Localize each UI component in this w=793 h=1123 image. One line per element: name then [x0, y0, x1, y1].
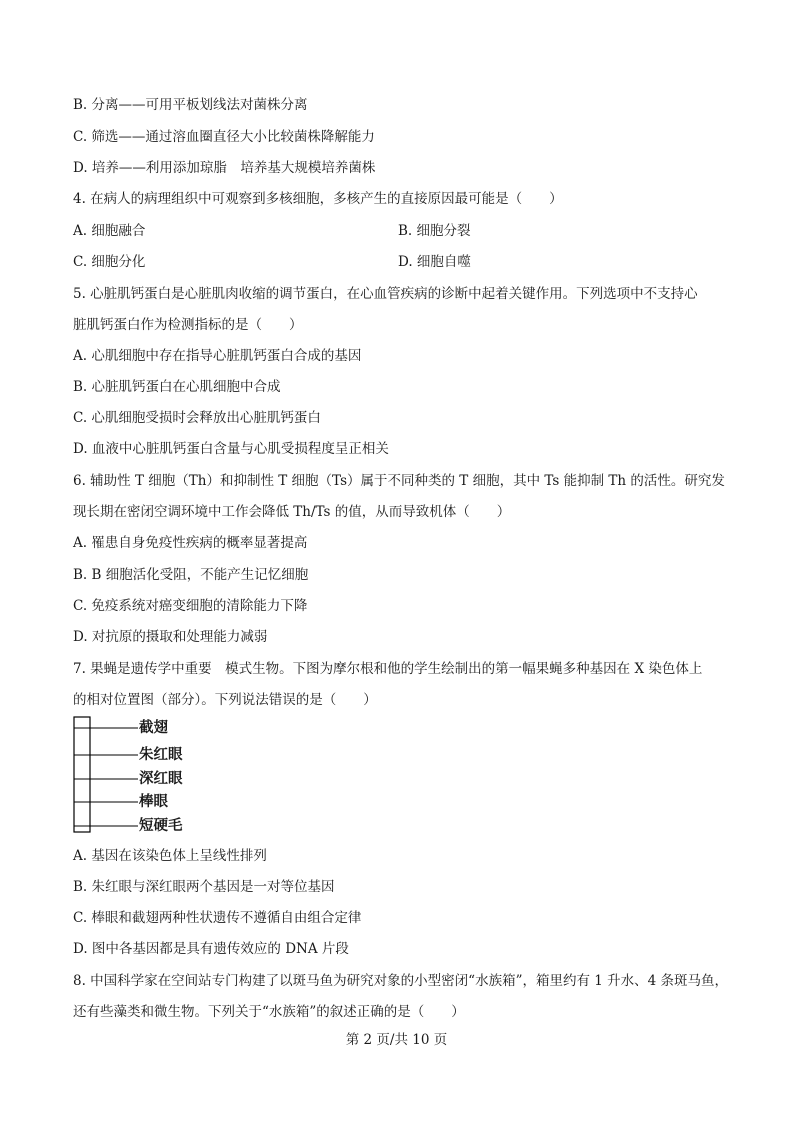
gene-label-jiechi: 截翅 — [139, 720, 168, 736]
gene-label-bangyan: 棒眼 — [139, 794, 168, 810]
q7-option-d: D. 图中各基因都是具有遗传效应的 DNA 片段 — [73, 941, 349, 957]
chromosome-gene-diagram — [73, 716, 213, 834]
gene-label-shenhongyan: 深红眼 — [139, 771, 183, 787]
q6-option-c: C. 免疫系统对癌变细胞的清除能力下降 — [73, 598, 308, 614]
q3-option-d: D. 培养——利用添加琼脂 培养基大规模培养菌株 — [73, 160, 376, 176]
q7-option-b: B. 朱红眼与深红眼两个基因是一对等位基因 — [73, 879, 335, 895]
q5-option-a: A. 心肌细胞中存在指导心脏肌钙蛋白合成的基因 — [73, 348, 362, 364]
q7-stem-line2: 的相对位置图（部分）。下列说法错误的是（ ） — [73, 692, 377, 708]
gene-label-duanyingmao: 短硬毛 — [139, 818, 183, 834]
q5-option-c: C. 心肌细胞受损时会释放出心脏肌钙蛋白 — [73, 410, 321, 426]
q6-option-b: B. B 细胞活化受阻，不能产生记忆细胞 — [73, 567, 309, 583]
q6-stem-line1: 6. 辅助性 T 细胞（Th）和抑制性 T 细胞（Ts）属于不同种类的 T 细胞，其中 Ts 能抑制 Th 的活性。研究发 — [73, 473, 725, 489]
q7-stem-line1: 7. 果蝇是遗传学中重要 模式生物。下图为摩尔根和他的学生绘制出的第一幅果蝇多种基因在 X 染色体上 — [73, 661, 703, 677]
q3-option-c: C. 筛选——通过溶血圈直径大小比较菌株降解能力 — [73, 129, 375, 145]
q4-stem: 4. 在病人的病理组织中可观察到多核细胞，多核产生的直接原因最可能是（ ） — [73, 191, 563, 207]
q4-option-d: D. 细胞自噬 — [398, 254, 471, 270]
q8-stem-line2: 还有些藻类和微生物。下列关于“水族箱”的叙述正确的是（ ） — [73, 1004, 465, 1020]
q4-option-b: B. 细胞分裂 — [398, 223, 471, 239]
q5-stem-line1: 5. 心脏肌钙蛋白是心脏肌肉收缩的调节蛋白，在心血管疾病的诊断中起着关键作用。下列选项中不支持心 — [73, 286, 698, 302]
q7-option-c: C. 棒眼和截翅两种性状遗传不遵循自由组合定律 — [73, 910, 362, 926]
q5-option-b: B. 心脏肌钙蛋白在心肌细胞中合成 — [73, 379, 281, 395]
q6-option-d: D. 对抗原的摄取和处理能力减弱 — [73, 629, 268, 645]
q6-stem-line2: 现长期在密闭空调环境中工作会降低 Th/Ts 的值，从而导致机体（ ） — [73, 504, 511, 520]
chromosome-drawing — [73, 716, 143, 834]
q7-option-a: A. 基因在该染色体上呈线性排列 — [73, 848, 267, 864]
q4-option-a: A. 细胞融合 — [73, 223, 146, 239]
q6-option-a: A. 罹患自身免疫性疾病的概率显著提高 — [73, 535, 308, 551]
q4-option-c: C. 细胞分化 — [73, 254, 146, 270]
gene-label-zhuhongyan: 朱红眼 — [139, 747, 183, 763]
chromosome-rect — [74, 717, 90, 832]
page-footer: 第 2 页/共 10 页 — [345, 1032, 448, 1048]
q5-stem-line2: 脏肌钙蛋白作为检测指标的是（ ） — [73, 317, 303, 333]
q3-option-b: B. 分离——可用平板划线法对菌株分离 — [73, 97, 308, 113]
q5-option-d: D. 血液中心脏肌钙蛋白含量与心肌受损程度呈正相关 — [73, 441, 389, 457]
q8-stem-line1: 8. 中国科学家在空间站专门构建了以斑马鱼为研究对象的小型密闭“水族箱”，箱里约有 1 升水、4 条斑马鱼， — [73, 973, 729, 989]
